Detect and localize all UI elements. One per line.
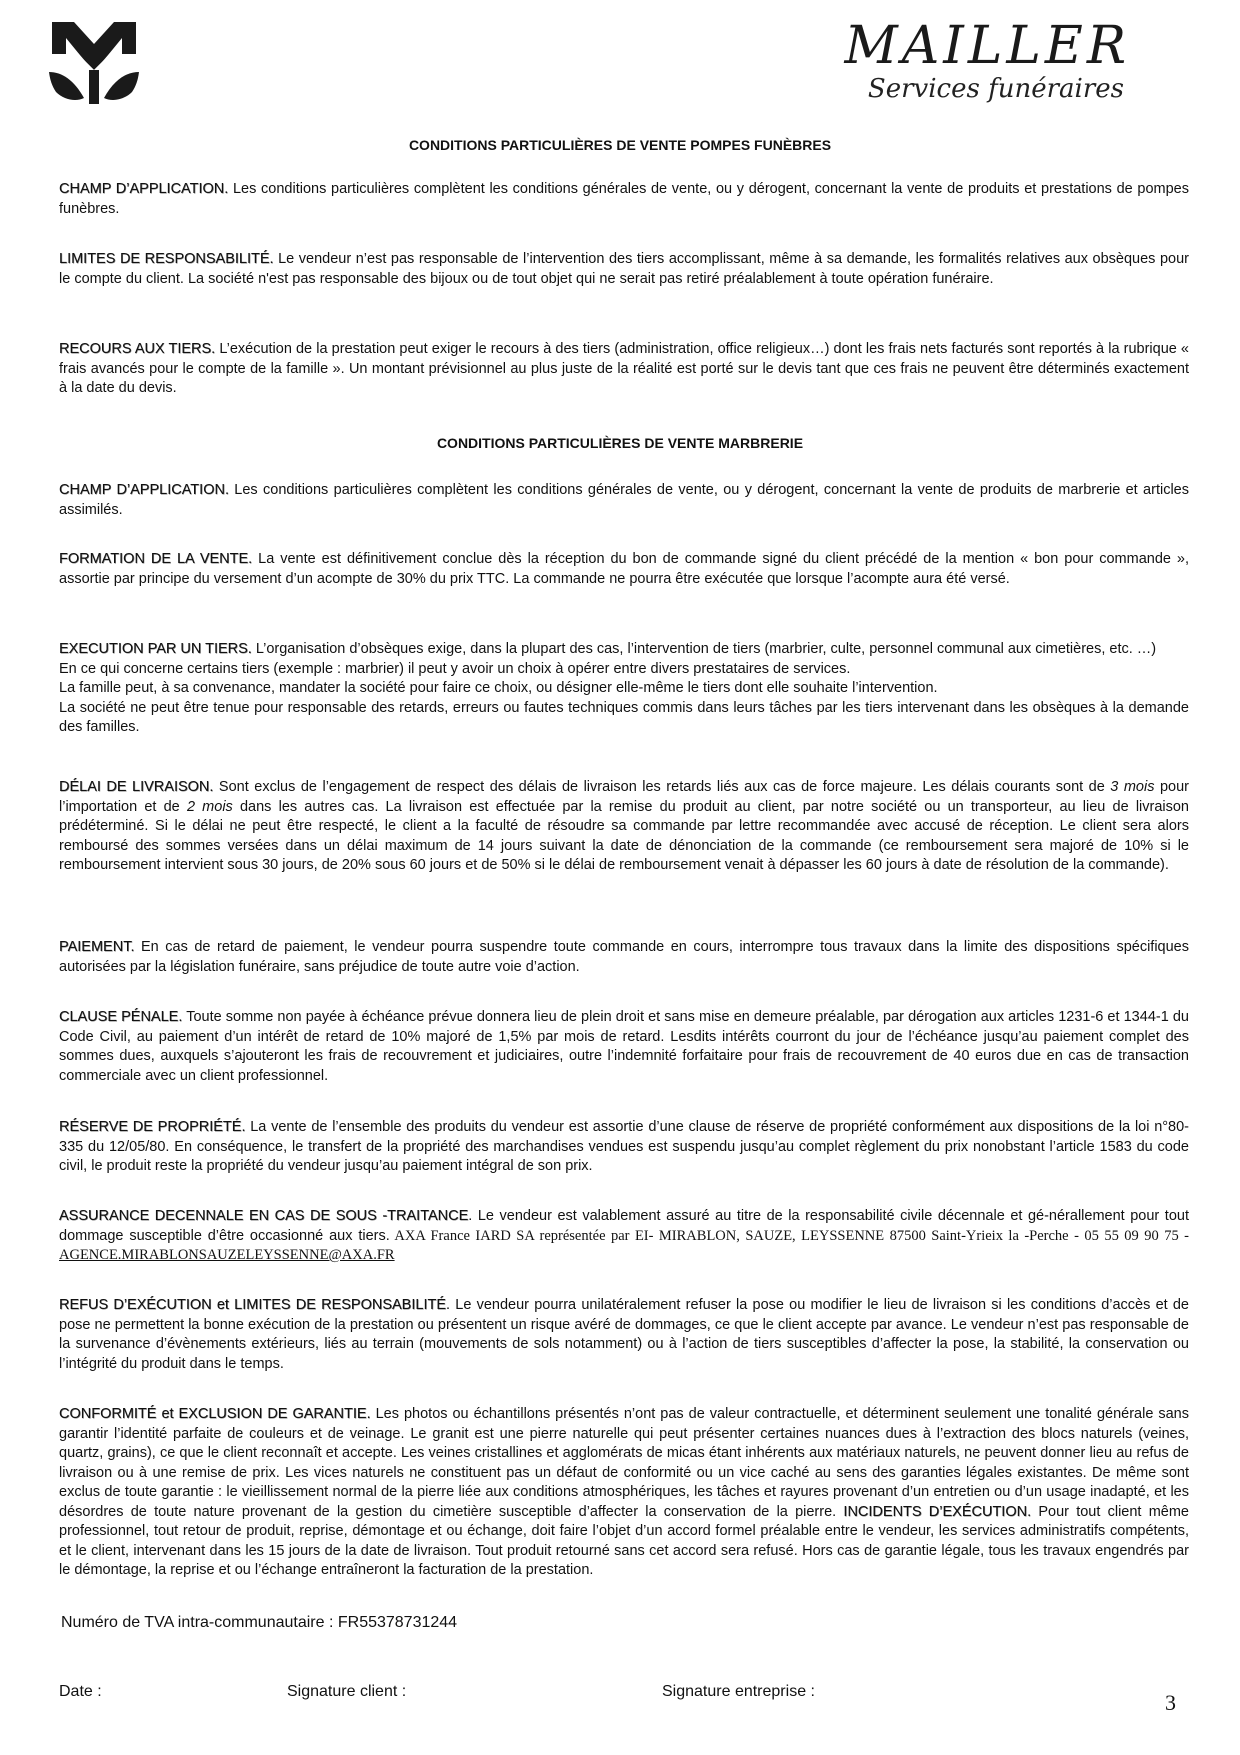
paragraph-champ-application-marbrerie [59, 481, 1189, 520]
paragraph-text: Pour tout client même professionnel, tout retour de produit, reprise, démontage et ou échange, doit faire l’objet d’un accord formel préalable entre le vendeur, les services administratifs compétents, et le client, intervenant dans les 15 jours de la date de livraison. Tout produit retourné sans cet accord sera refusé. Hors cas de garantie légale, tous les travaux engendrés par le démontage, la reprise et ou l’échange entraîneront la facturation de la prestation. [59, 1503, 1189, 1578]
paragraph-title: FORMATION DE LA VENTE. [59, 551, 253, 567]
paragraph-text: L’exécution de la prestation peut exiger le recours à des tiers (administration, office religieux…) dont les frais nets facturés sont reportés à la rubrique « frais avancés pour le compte de la famille ». Un montant prévisionnel au plus juste de la réalité est porté sur le devis tant que ces frais ne peuvent être déterminés exactement à la date du devis. [59, 341, 1189, 396]
paragraph-emphasis: 3 mois [1110, 779, 1155, 795]
insurer-email-link[interactable]: AGENCE.MIRABLONSAUZELEYSSENNE@AXA.FR [59, 1247, 395, 1263]
paragraph-text: Les conditions particulières complètent les conditions générales de vente, ou y dérogent, concernant la vente de produits et prestations de pompes funèbres. [59, 181, 1189, 217]
paragraph-clause-penale [59, 1008, 1189, 1086]
brand [844, 18, 1130, 104]
brand-subtitle: Services funéraires [867, 74, 1124, 104]
paragraph-text: Les conditions particulières complètent les conditions générales de vente, ou y dérogent, concernant la vente de produits de marbrerie et articles assimilés. [59, 482, 1189, 518]
paragraph-title: ASSURANCE DECENNALE EN CAS DE SOUS -TRAITANCE [59, 1208, 469, 1224]
paragraph-title: EXECUTION PAR UN TIERS. [59, 641, 252, 657]
paragraph-limites-responsabilite [59, 250, 1189, 289]
paragraph-paiement [59, 938, 1189, 977]
paragraph-title: CHAMP D’APPLICATION. [59, 482, 229, 498]
paragraph-title: CHAMP D’APPLICATION. [59, 181, 229, 197]
paragraph-emphasis: 2 mois [186, 798, 233, 815]
paragraph-line: La société ne peut être tenue pour responsable des retards, erreurs ou fautes techniques commis dans leurs tâches par les tiers intervenant dans les obsèques à la demande des familles. [59, 699, 1189, 735]
paragraph-reserve-propriete [59, 1118, 1189, 1177]
paragraph-text: La vente de l’ensemble des produits du vendeur est assortie d’une clause de réserve de propriété conformément aux dispositions de la loi n°80-335 du 12/05/80. En conséquence, le transfert de la propriété des marchandises vendues est suspendu jusqu’au complet règlement du prix nonobstant l’article 1583 du code civil, le produit reste la propriété du vendeur jusqu’au paiement intégral de son prix. [59, 1119, 1190, 1174]
paragraph-title: PAIEMENT. [59, 939, 135, 955]
paragraph-text: L’organisation d’obsèques exige, dans la plupart des cas, l’intervention de tiers (marbrier, culte, personnel communal aux cimetières, etc. …) [251, 641, 1157, 657]
date-label: Date : [59, 1683, 102, 1700]
section-heading-marbrerie: CONDITIONS PARTICULIÈRES DE VENTE MARBRERIE [436, 435, 804, 451]
page-number: 3 [1165, 1690, 1176, 1715]
signature-client-label: Signature client : [287, 1683, 407, 1700]
paragraph-execution-tiers [59, 640, 1189, 738]
paragraph-text: . Le vendeur pourra unilatéralement refuser la pose ou modifier le lieu de livraison si les conditions d’accès et de pose ne permettent la bonne exécution de la prestation ou présentent un risque avéré de dommages, ce que le client accepte par avance. Le vendeur n’est pas responsable de la survenance d’évènements extérieurs, liés au terrain (mouvements de sols notamment) ou à l’action de tiers susceptibles d’affecter la pose, la stabilité, la conservation ou l’intégrité du produit dans le temps. [59, 1297, 1189, 1372]
brand-name: MAILLER [844, 16, 1130, 76]
paragraph-formation-vente [59, 550, 1189, 589]
paragraph-assurance-decennale [59, 1207, 1189, 1266]
paragraph-line: En ce qui concerne certains tiers (exemple : marbrier) il peut y avoir un choix à opérer entre divers prestataires de services. [59, 660, 851, 677]
paragraph-recours-aux-tiers [59, 340, 1189, 399]
paragraph-text: La vente est définitivement conclue dès la réception du bon de commande signé du client précédé de la mention « bon pour commande », assortie par principe du versement d’un acompte de 30% du prix TTC. La commande ne pourra être exécutée que lorsque l’acompte aura été versé. [59, 551, 1190, 587]
paragraph-text: pour l’importation et de [59, 779, 1189, 815]
paragraph-conformite-garantie [59, 1405, 1189, 1581]
paragraph-title: RECOURS AUX TIERS. [59, 341, 216, 357]
paragraph-title: LIMITES DE RESPONSABILITÉ. [59, 251, 274, 267]
paragraph-title: RÉSERVE DE PROPRIÉTÉ. [59, 1119, 246, 1135]
insurer-details: AXA France IARD SA représentée par EI- MIRABLON, SAUZE, LEYSSENNE 87500 Saint-Yrieix la -Perche - 05 55 09 90 75 - [389, 1227, 1189, 1244]
paragraph-text: Sont exclus de l’engagement de respect des délais de livraison les retards liés aux cas de force majeure. Les délais courants sont de [213, 779, 1111, 795]
paragraph-title: CONFORMITÉ et EXCLUSION DE GARANTIE. [59, 1406, 371, 1422]
paragraph-text: dans les autres cas. La livraison est effectuée par la remise du produit au client, par notre société ou un transporteur, au lieu de livraison prédéterminé. Si le délai ne peut être respecté, le client a la faculté de résoudre sa commande par lettre recommandée avec accusé de réception. Le client sera alors remboursé des sommes versées dans un délai maximum de 14 jours suivant la date de dénonciation de la commande (ce remboursement sera majoré de 10% si le remboursement intervient sous 30 jours, de 20% sous 60 jours et de 50% si le délai de remboursement venait à dépasser les 60 jours à date de résolution de la commande). [59, 798, 1189, 873]
paragraph-text: Le vendeur n’est pas responsable de l’intervention des tiers accomplissant, même à sa demande, les formalités relatives aux obsèques pour le compte du client. La société n'est pas responsable des bijoux ou de tout objet qui ne serait pas retiré préalablement à toute opération funéraire. [59, 251, 1189, 287]
paragraph-title: CLAUSE PÉNALE. [59, 1009, 183, 1025]
paragraph-refus-execution [59, 1296, 1189, 1374]
paragraph-title: INCIDENTS D’EXÉCUTION. [843, 1503, 1032, 1520]
paragraph-champ-application-pf [59, 180, 1189, 219]
paragraph-title: DÉLAI DE LIVRAISON. [59, 779, 214, 795]
paragraph-text: En cas de retard de paiement, le vendeur pourra suspendre toute commande en cours, interrompre tous travaux dans la limite des dispositions spécifiques autorisées par la législation funéraire, sans préjudice de toute autre voie d’action. [59, 939, 1189, 975]
paragraph-line: La famille peut, à sa convenance, mandater la société pour faire ce choix, ou désigner elle-même le tiers dont elle souhaite l’intervention. [59, 680, 938, 696]
paragraph-text: Toute somme non payée à échéance prévue donnera lieu de plein droit et sans mise en demeure préalable, par dérogation aux articles 1231-6 et 1344-1 du Code Civil, au paiement d’un intérêt de retard de 10% majoré de 1,5% par mois de retard. Lesdits intérêts courront du jour de l’échéance jusqu’au paiement complet des sommes dues, auxquels s’ajouteront les frais de recouvrement et judiciaires, outre l’indemnité forfaitaire pour frais de recouvrement de 40 euros due en cas de transaction commerciale avec un client professionnel. [59, 1009, 1189, 1084]
section-heading-pompes-funebres: CONDITIONS PARTICULIÈRES DE VENTE POMPES FUNÈBRES [408, 137, 832, 153]
paragraph-text: . Le vendeur est valablement assuré au titre de la responsabilité civile décennale et gé-nérallement pour tout dommage susceptible d’être occasionné aux tiers. [59, 1208, 1189, 1244]
tva-number: Numéro de TVA intra-communautaire : FR55378731244 [61, 1614, 458, 1631]
paragraph-delai-livraison [59, 778, 1189, 876]
mailler-logo-icon [44, 14, 144, 114]
paragraph-title: REFUS D’EXÉCUTION et LIMITES DE RESPONSABILITÉ [59, 1297, 447, 1313]
signature-entreprise-label: Signature entreprise : [662, 1683, 815, 1700]
paragraph-text: Les photos ou échantillons présentés n’ont pas de valeur contractuelle, et déterminent seulement une tonalité générale sans garantir l’identité parfaite de couleurs et de veinage. Le granit est une pierre naturelle qui peut présenter certaines nuances dues à l’extraction des blocs naturels (veines, quartz, grains), ce que le client reconnaît et accepte. Les veines cristallines et agglomérats de micas étant inhérents aux matériaux naturels, ne peuvent donner lieu au refus de livraison ou à une remise de prix. Les vices naturels ne constituent pas un défaut de conformité ou un vice caché au sens des garanties légales existantes. De même sont exclus de toute garantie : le vieillissement normal de la pierre liée aux conditions atmosphériques, les tâches et rayures provenant d’un entretien ou d’un usage inadapté, et les désordres de toute nature provenant de la gestion du cimetière susceptible d’affecter la conservation de la pierre. [59, 1406, 1189, 1520]
